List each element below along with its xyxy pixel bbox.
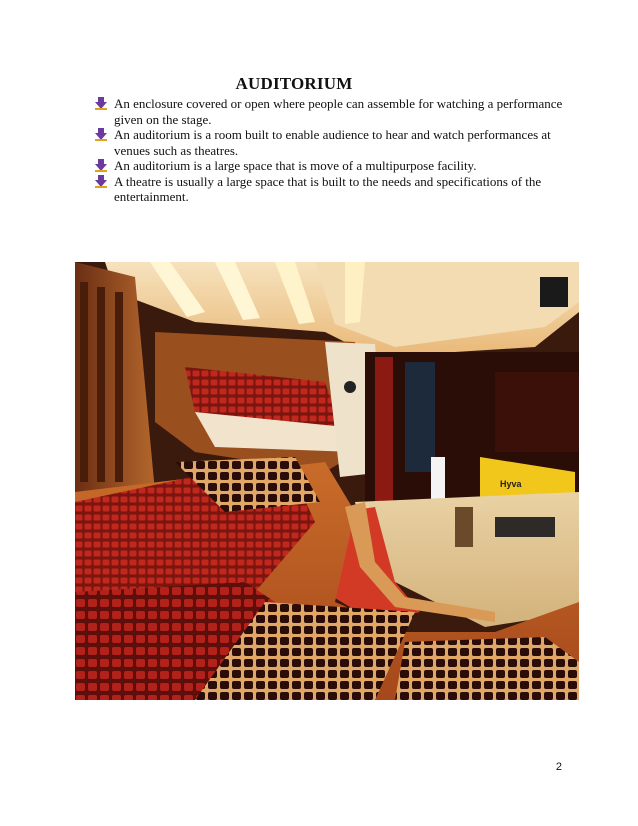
bullet-item: An enclosure covered or open where people can assemble for watching a performance given on the stage.	[94, 96, 564, 127]
arrow-bullet-icon	[94, 128, 108, 141]
arrow-bullet-icon	[94, 97, 108, 110]
page-title: AUDITORIUM	[235, 74, 353, 93]
auditorium-photo	[75, 262, 579, 700]
bullet-item: An auditorium is a large space that is move of a multipurpose facility.	[94, 158, 564, 174]
banner-text: Hyva	[500, 479, 522, 489]
bullet-item: An auditorium is a room built to enable audience to hear and watch performances at venues such as theatres.	[94, 127, 564, 158]
bullet-list	[94, 96, 564, 205]
arrow-bullet-icon	[94, 159, 108, 172]
bullet-item: A theatre is usually a large space that is built to the needs and specifications of the entertainment.	[94, 174, 564, 205]
arrow-bullet-icon	[94, 175, 108, 188]
page-number: 2	[555, 761, 562, 773]
